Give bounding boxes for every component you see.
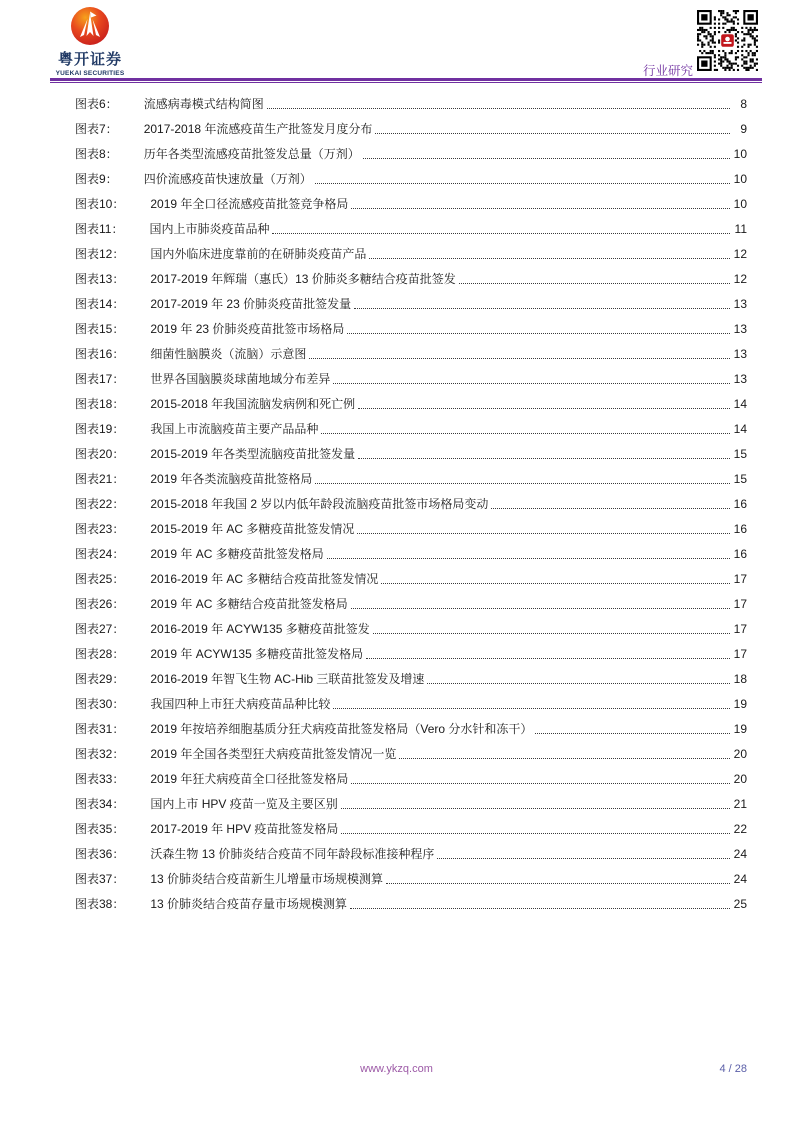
figure-page-number: 25 [733,897,747,911]
figure-title: 2019 年 23 价肺炎疫苗批签市场格局 [150,322,345,336]
toc-entry[interactable] [75,667,747,692]
dot-leader [347,333,730,334]
figure-label: 图表31： [75,722,125,736]
toc-entry[interactable] [75,742,747,767]
figure-title: 2019 年 ACYW135 多糖疫苗批签发格局 [150,647,364,661]
figure-title: 2015-2019 年 AC 多糖疫苗批签发情况 [150,522,355,536]
figure-page-number: 15 [733,447,747,461]
figure-page-number: 17 [733,647,747,661]
toc-entry[interactable] [75,492,747,517]
figure-title: 细菌性脑膜炎（流脑）示意图 [150,347,307,361]
toc-entry[interactable] [75,867,747,892]
dot-leader [375,133,730,134]
figure-title: 2019 年全国各类型狂犬病疫苗批签发情况一览 [150,747,397,761]
figure-label: 图表23： [75,522,125,536]
figure-label: 图表16： [75,347,125,361]
figure-page-number: 12 [733,272,747,286]
figure-page-number: 24 [733,872,747,886]
figure-label: 图表25： [75,572,125,586]
figure-page-number: 18 [733,672,747,686]
toc-entry[interactable] [75,317,747,342]
dot-leader [333,708,730,709]
toc-entry[interactable] [75,367,747,392]
figure-title: 2017-2019 年 HPV 疫苗批签发格局 [150,822,339,836]
toc-entry[interactable] [75,767,747,792]
figure-label: 图表28： [75,647,125,661]
figure-label: 图表22： [75,497,125,511]
figure-page-number: 13 [733,322,747,336]
dot-leader [351,208,730,209]
figure-label: 图表11： [75,222,124,236]
figure-label: 图表37： [75,872,125,886]
figure-page-number: 8 [740,97,747,111]
figure-label: 图表13： [75,272,125,286]
dot-leader [427,683,730,684]
figure-title: 2017-2018 年流感疫苗生产批签发月度分布 [143,122,373,136]
figure-page-number: 22 [733,822,747,836]
toc-entry[interactable] [75,542,747,567]
toc-entry[interactable] [75,417,747,442]
figure-page-number: 17 [733,572,747,586]
figure-title: 2015-2018 年我国流脑发病例和死亡例 [150,397,356,411]
figure-label: 图表29： [75,672,125,686]
figure-page-number: 14 [733,397,747,411]
dot-leader [354,308,730,309]
dot-leader [363,158,730,159]
toc-entry[interactable] [75,442,747,467]
figure-label: 图表14： [75,297,125,311]
figure-page-number: 19 [733,722,747,736]
figure-toc-list [75,92,747,917]
figure-label: 图表6： [75,97,118,111]
toc-entry[interactable] [75,192,747,217]
figure-title: 2019 年按培养细胞基质分狂犬病疫苗批签发格局（Vero 分水针和冻干） [150,722,533,736]
toc-entry[interactable] [75,842,747,867]
dot-leader [358,458,730,459]
figure-title: 四价流感疫苗快速放量（万剂） [143,172,312,186]
figure-page-number: 24 [733,847,747,861]
figure-label: 图表27： [75,622,125,636]
figure-label: 图表33： [75,772,125,786]
figure-title: 2019 年各类流脑疫苗批签格局 [150,472,313,486]
brand-name-en: YUEKAI SECURITIES [55,70,125,77]
figure-page-number: 16 [733,522,747,536]
toc-entry[interactable] [75,167,747,192]
dot-leader [350,908,730,909]
figure-title: 我国四种上市狂犬病疫苗品种比较 [150,697,331,711]
figure-label: 图表12： [75,247,125,261]
figure-title: 世界各国脑膜炎球菌地域分布差异 [150,372,331,386]
toc-entry[interactable] [75,242,747,267]
dot-leader [321,433,730,434]
figure-title: 流感病毒模式结构简图 [143,97,264,111]
figure-label: 图表34： [75,797,125,811]
figure-page-number: 12 [733,247,747,261]
toc-entry[interactable] [75,142,747,167]
website-link[interactable]: www.ykzq.com [360,1063,433,1075]
figure-page-number: 11 [734,222,747,236]
figure-label: 图表30： [75,697,125,711]
toc-entry[interactable] [75,642,747,667]
dot-leader [386,883,730,884]
figure-page-number: 20 [733,747,747,761]
toc-entry[interactable] [75,567,747,592]
figure-title: 国内上市 HPV 疫苗一览及主要区别 [150,797,338,811]
figure-title: 沃森生物 13 价肺炎结合疫苗不同年龄段标准接种程序 [150,847,435,861]
figure-label: 图表9： [75,172,118,186]
figure-page-number: 15 [733,472,747,486]
toc-entry[interactable] [75,217,747,242]
header-divider [50,78,762,83]
dot-leader [341,833,730,834]
toc-entry[interactable] [75,392,747,417]
figure-page-number: 10 [733,172,747,186]
toc-entry[interactable] [75,617,747,642]
brand-logo [50,6,130,77]
yuekai-logo-icon [70,6,110,46]
brand-name-cn: 粤开证券 [57,51,122,68]
figure-title: 2019 年狂犬病疫苗全口径批签发格局 [150,772,349,786]
figure-title: 我国上市流脑疫苗主要产品品种 [150,422,319,436]
toc-entry[interactable] [75,592,747,617]
figure-page-number: 20 [733,772,747,786]
dot-leader [535,733,730,734]
figure-label: 图表7： [75,122,118,136]
dot-leader [333,383,730,384]
figure-title: 13 价肺炎结合疫苗新生儿增量市场规模测算 [150,872,384,886]
toc-entry[interactable] [75,92,747,117]
figure-page-number: 13 [733,297,747,311]
dot-leader [351,608,730,609]
figure-label: 图表18： [75,397,125,411]
figure-page-number: 13 [733,372,747,386]
dot-leader [491,508,730,509]
dot-leader [369,258,730,259]
figure-title: 国内上市肺炎疫苗品种 [149,222,270,236]
figure-label: 图表17： [75,372,125,386]
figure-page-number: 21 [733,797,747,811]
dot-leader [315,483,730,484]
toc-entry[interactable] [75,342,747,367]
figure-title: 2016-2019 年 AC 多糖结合疫苗批签发情况 [150,572,379,586]
figure-title: 国内外临床进度靠前的在研肺炎疫苗产品 [150,247,367,261]
dot-leader [399,758,730,759]
figure-page-number: 14 [733,422,747,436]
figure-title: 2016-2019 年 ACYW135 多糖疫苗批签发 [150,622,370,636]
toc-entry[interactable] [75,292,747,317]
dot-leader [459,283,730,284]
figure-label: 图表19： [75,422,125,436]
figure-page-number: 9 [740,122,747,136]
figure-label: 图表10： [75,197,125,211]
dot-leader [357,533,730,534]
figure-label: 图表15： [75,322,125,336]
figure-label: 图表38： [75,897,125,911]
figure-title: 2017-2019 年 23 价肺炎疫苗批签发量 [150,297,352,311]
figure-title: 2016-2019 年智飞生物 AC-Hib 三联苗批签发及增速 [150,672,425,686]
figure-page-number: 19 [733,697,747,711]
dot-leader [272,233,730,234]
figure-label: 图表20： [75,447,125,461]
figure-label: 图表21： [75,472,125,486]
figure-page-number: 17 [733,597,747,611]
figure-label: 图表26： [75,597,125,611]
toc-entry[interactable] [75,717,747,742]
divider-thick-line [50,78,762,81]
toc-entry[interactable] [75,117,747,142]
figure-title: 2015-2019 年各类型流脑疫苗批签发量 [150,447,356,461]
figure-label: 图表32： [75,747,125,761]
figure-label: 图表8： [75,147,118,161]
divider-thin-line [50,82,762,83]
dot-leader [366,658,730,659]
toc-entry[interactable] [75,892,747,917]
figure-title: 2015-2018 年我国 2 岁以内低年龄段流脑疫苗批签市场格局变动 [150,497,489,511]
figure-title: 2019 年 AC 多糖结合疫苗批签发格局 [150,597,348,611]
qr-code [697,10,758,71]
figure-page-number: 10 [733,147,747,161]
page-indicator: 4 / 28 [719,1063,747,1075]
dot-leader [437,858,730,859]
dot-leader [373,633,730,634]
dot-leader [267,108,730,109]
figure-page-number: 13 [733,347,747,361]
figure-page-number: 10 [733,197,747,211]
dot-leader [341,808,730,809]
toc-entry[interactable] [75,517,747,542]
figure-label: 图表24： [75,547,125,561]
figure-title: 2019 年 AC 多糖疫苗批签发格局 [150,547,324,561]
figure-page-number: 17 [733,622,747,636]
figure-page-number: 16 [733,497,747,511]
dot-leader [327,558,730,559]
dot-leader [309,358,730,359]
dot-leader [381,583,730,584]
report-category-label: 行业研究 [642,64,693,78]
toc-entry[interactable] [75,817,747,842]
toc-entry[interactable] [75,792,747,817]
figure-label: 图表36： [75,847,125,861]
figure-title: 2019 年全口径流感疫苗批签竞争格局 [150,197,349,211]
dot-leader [351,783,730,784]
figure-page-number: 16 [733,547,747,561]
toc-entry[interactable] [75,267,747,292]
figure-label: 图表35： [75,822,125,836]
figure-title: 13 价肺炎结合疫苗存量市场规模测算 [150,897,348,911]
dot-leader [315,183,730,184]
dot-leader [358,408,730,409]
toc-entry[interactable] [75,467,747,492]
figure-title: 历年各类型流感疫苗批签发总量（万剂） [143,147,360,161]
toc-entry[interactable] [75,692,747,717]
figure-title: 2017-2019 年辉瑞（惠氏）13 价肺炎多糖结合疫苗批签发 [150,272,456,286]
